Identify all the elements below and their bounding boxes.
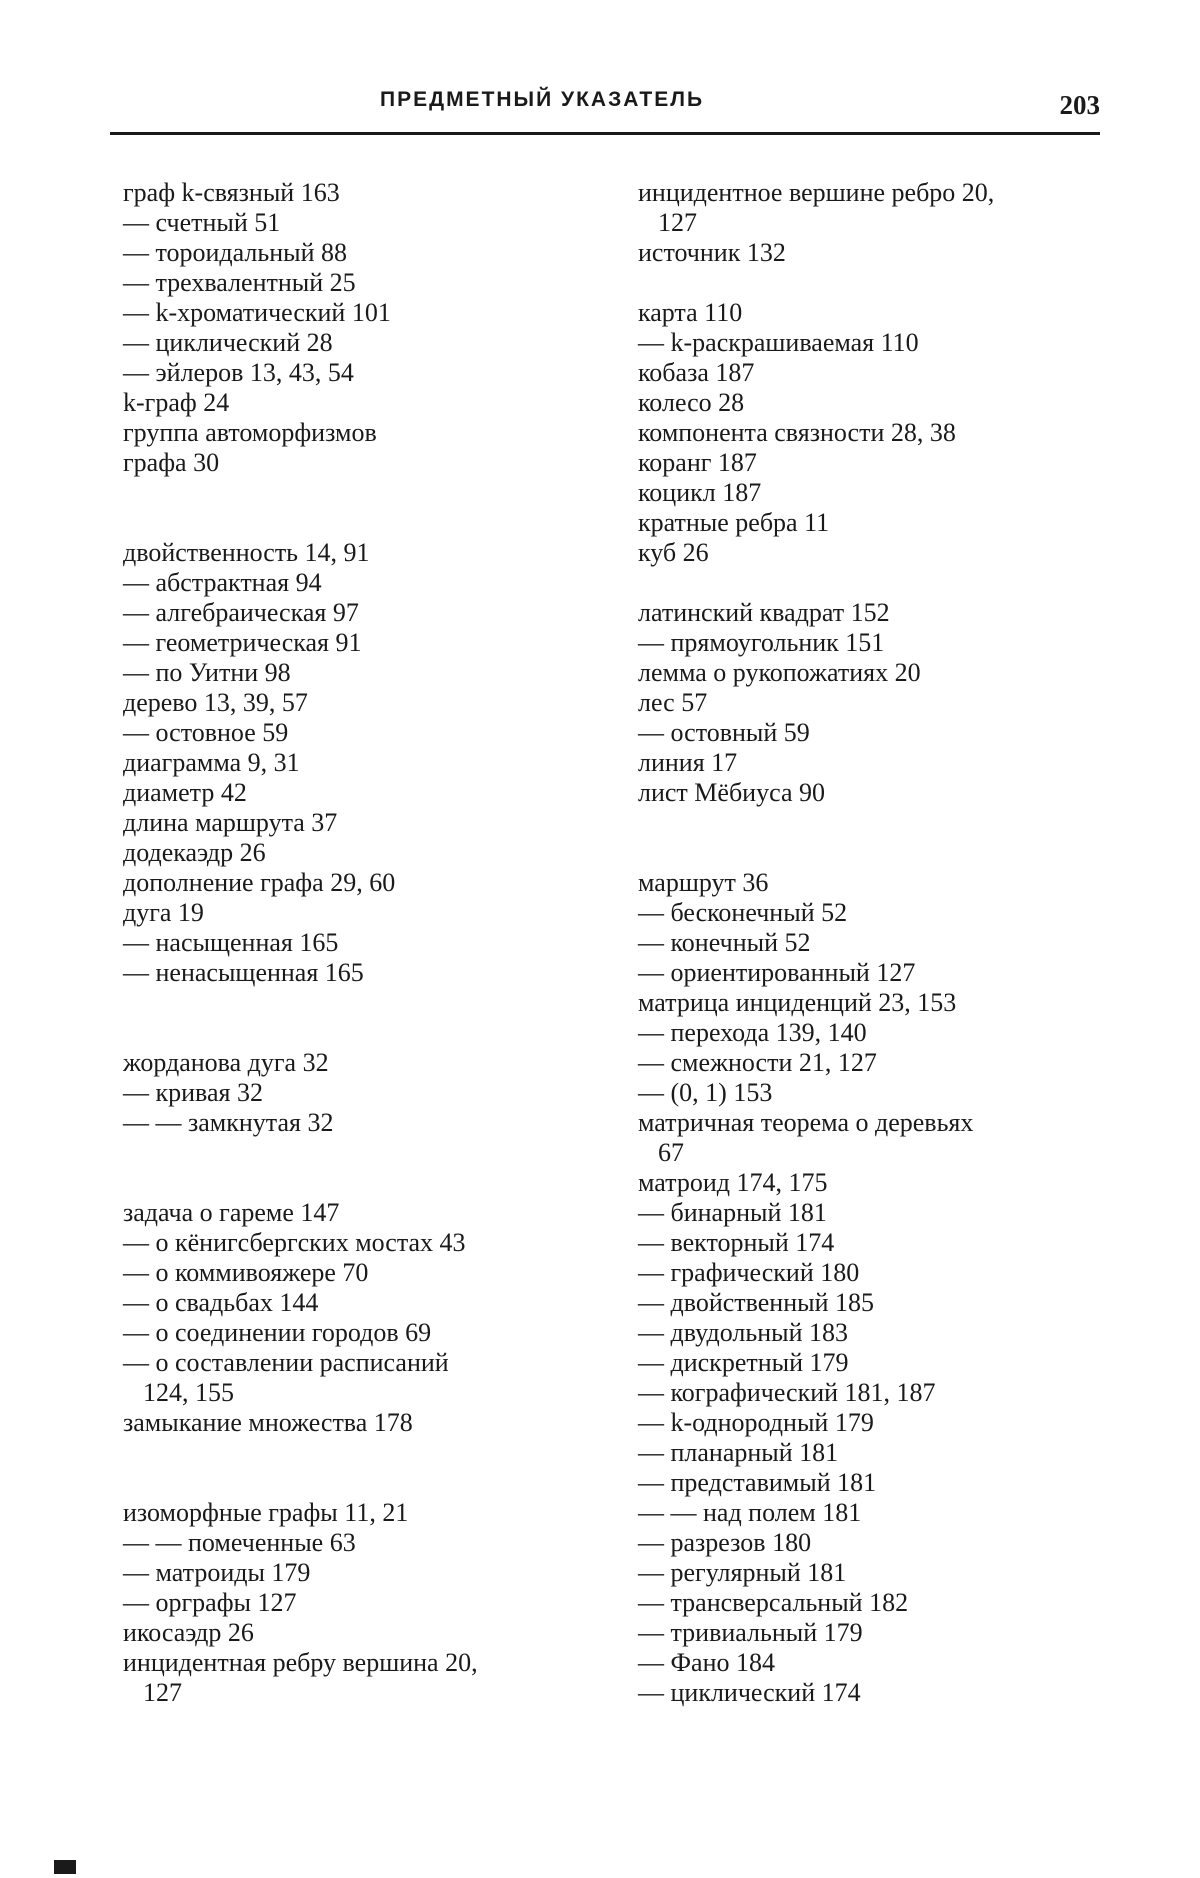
index-entry: диаграмма 9, 31 <box>123 748 300 777</box>
index-entry: — планарный 181 <box>638 1438 839 1467</box>
index-entry: матроид 174, 175 <box>638 1168 828 1197</box>
index-entry: — геометрическая 91 <box>123 628 362 657</box>
index-entry: — о составлении расписаний <box>123 1348 449 1377</box>
index-entry-continuation: 124, 155 <box>143 1378 234 1407</box>
index-entry: — k-раскрашиваемая 110 <box>638 328 919 357</box>
index-entry: дополнение графа 29, 60 <box>123 868 396 897</box>
index-entry: колесо 28 <box>638 388 745 417</box>
index-entry: замыкание множества 178 <box>123 1408 413 1437</box>
index-entry: — представимый 181 <box>638 1468 877 1497</box>
index-entry: — трансверсальный 182 <box>638 1588 909 1617</box>
section-gap <box>638 808 1128 868</box>
index-entry: — остовное 59 <box>123 718 289 747</box>
index-entry: лист Мёбиуса 90 <box>638 778 825 807</box>
index-entry: коранг 187 <box>638 448 757 477</box>
index-entry-continuation: 127 <box>143 1678 182 1707</box>
index-entry: — бинарный 181 <box>638 1198 827 1227</box>
index-entry: — двойственный 185 <box>638 1288 875 1317</box>
section-gap <box>123 478 623 538</box>
index-entry: двойственность 14, 91 <box>123 538 370 567</box>
section-gap <box>123 988 623 1048</box>
index-entry: дуга 19 <box>123 898 204 927</box>
index-entry: — ориентированный 127 <box>638 958 916 987</box>
section-gap <box>123 1138 623 1198</box>
index-entry: — кривая 32 <box>123 1078 263 1107</box>
index-entry: — орграфы 127 <box>123 1588 297 1617</box>
index-entry: — конечный 52 <box>638 928 811 957</box>
index-entry: — k-хроматический 101 <box>123 298 391 327</box>
index-entry: матрица инциденций 23, 153 <box>638 988 957 1017</box>
section-gap <box>638 568 1128 598</box>
index-entry: матричная теорема о деревьях <box>638 1108 974 1137</box>
index-entry: лес 57 <box>638 688 708 717</box>
running-title: ПРЕДМЕТНЫЙ УКАЗАТЕЛЬ <box>380 88 705 111</box>
index-entry: — смежности 21, 127 <box>638 1048 877 1077</box>
index-entry: графа 30 <box>123 448 220 477</box>
index-entry: — кографический 181, 187 <box>638 1378 936 1407</box>
index-entry: — о кёнигсбергских мостах 43 <box>123 1228 466 1257</box>
index-entry: задача о гареме 147 <box>123 1198 340 1227</box>
index-entry: дерево 13, 39, 57 <box>123 688 308 717</box>
index-entry: куб 26 <box>638 538 709 567</box>
index-entry: — разрезов 180 <box>638 1528 812 1557</box>
index-entry: маршрут 36 <box>638 868 769 897</box>
index-entry: — о соединении городов 69 <box>123 1318 432 1347</box>
index-entry: — по Уитни 98 <box>123 658 291 687</box>
index-entry: — насыщенная 165 <box>123 928 339 957</box>
index-entry: — эйлеров 13, 43, 54 <box>123 358 354 387</box>
index-entry: k-граф 24 <box>123 388 230 417</box>
index-entry: — Фано 184 <box>638 1648 775 1677</box>
index-entry: — — замкнутая 32 <box>123 1108 334 1137</box>
index-entry-continuation: 127 <box>658 208 697 237</box>
index-entry: граф k-связный 163 <box>123 178 340 207</box>
index-column-left <box>123 178 623 1708</box>
index-entry: — векторный 174 <box>638 1228 835 1257</box>
index-entry: — матроиды 179 <box>123 1558 311 1587</box>
index-entry: — двудольный 183 <box>638 1318 848 1347</box>
index-entry: — тривиальный 179 <box>638 1618 863 1647</box>
page-header <box>110 88 1100 138</box>
index-entry: — тороидальный 88 <box>123 238 348 267</box>
index-entry: — алгебраическая 97 <box>123 598 359 627</box>
index-entry: — бесконечный 52 <box>638 898 848 927</box>
section-gap <box>123 1438 623 1498</box>
index-entry: лемма о рукопожатиях 20 <box>638 658 921 687</box>
index-entry: коцикл 187 <box>638 478 762 507</box>
index-entry: латинский квадрат 152 <box>638 598 890 627</box>
index-entry: — графический 180 <box>638 1258 860 1287</box>
index-entry: — циклический 28 <box>123 328 333 357</box>
index-entry: — — над полем 181 <box>638 1498 862 1527</box>
index-entry: изоморфные графы 11, 21 <box>123 1498 409 1527</box>
index-entry: — о свадьбах 144 <box>123 1288 319 1317</box>
index-entry: — абстрактная 94 <box>123 568 322 597</box>
index-entry: группа автоморфизмов <box>123 418 377 447</box>
index-entry: инцидентное вершине ребро 20, <box>638 178 995 207</box>
index-entry: — (0, 1) 153 <box>638 1078 773 1107</box>
index-entry: — — помеченные 63 <box>123 1528 356 1557</box>
index-entry: компонента связности 28, 38 <box>638 418 956 447</box>
index-entry: — регулярный 181 <box>638 1558 847 1587</box>
index-entry: жорданова дуга 32 <box>123 1048 329 1077</box>
index-entry: диаметр 42 <box>123 778 247 807</box>
index-entry: — ненасыщенная 165 <box>123 958 364 987</box>
index-entry: — перехода 139, 140 <box>638 1018 867 1047</box>
index-entry: — циклический 174 <box>638 1678 861 1707</box>
index-entry: — трехвалентный 25 <box>123 268 356 297</box>
index-entry: карта 110 <box>638 298 743 327</box>
index-entry: линия 17 <box>638 748 738 777</box>
index-entry: — счетный 51 <box>123 208 281 237</box>
index-entry: — о коммивояжере 70 <box>123 1258 369 1287</box>
index-entry: кобаза 187 <box>638 358 755 387</box>
index-entry: додекаэдр 26 <box>123 838 266 867</box>
section-gap <box>638 268 1128 298</box>
index-entry: длина маршрута 37 <box>123 808 338 837</box>
index-entry: — прямоугольник 151 <box>638 628 885 657</box>
index-column-right <box>638 178 1128 1708</box>
index-entry: — дискретный 179 <box>638 1348 849 1377</box>
index-entry: инцидентная ребру вершина 20, <box>123 1648 478 1677</box>
index-entry: икосаэдр 26 <box>123 1618 254 1647</box>
index-entry: кратные ребра 11 <box>638 508 830 537</box>
index-entry: — k-однородный 179 <box>638 1408 874 1437</box>
index-entry-continuation: 67 <box>658 1138 684 1167</box>
print-mark <box>54 1860 76 1874</box>
index-entry: источник 132 <box>638 238 786 267</box>
page-number: 203 <box>1059 90 1100 120</box>
header-rule <box>110 132 1100 135</box>
index-entry: — остовный 59 <box>638 718 810 747</box>
